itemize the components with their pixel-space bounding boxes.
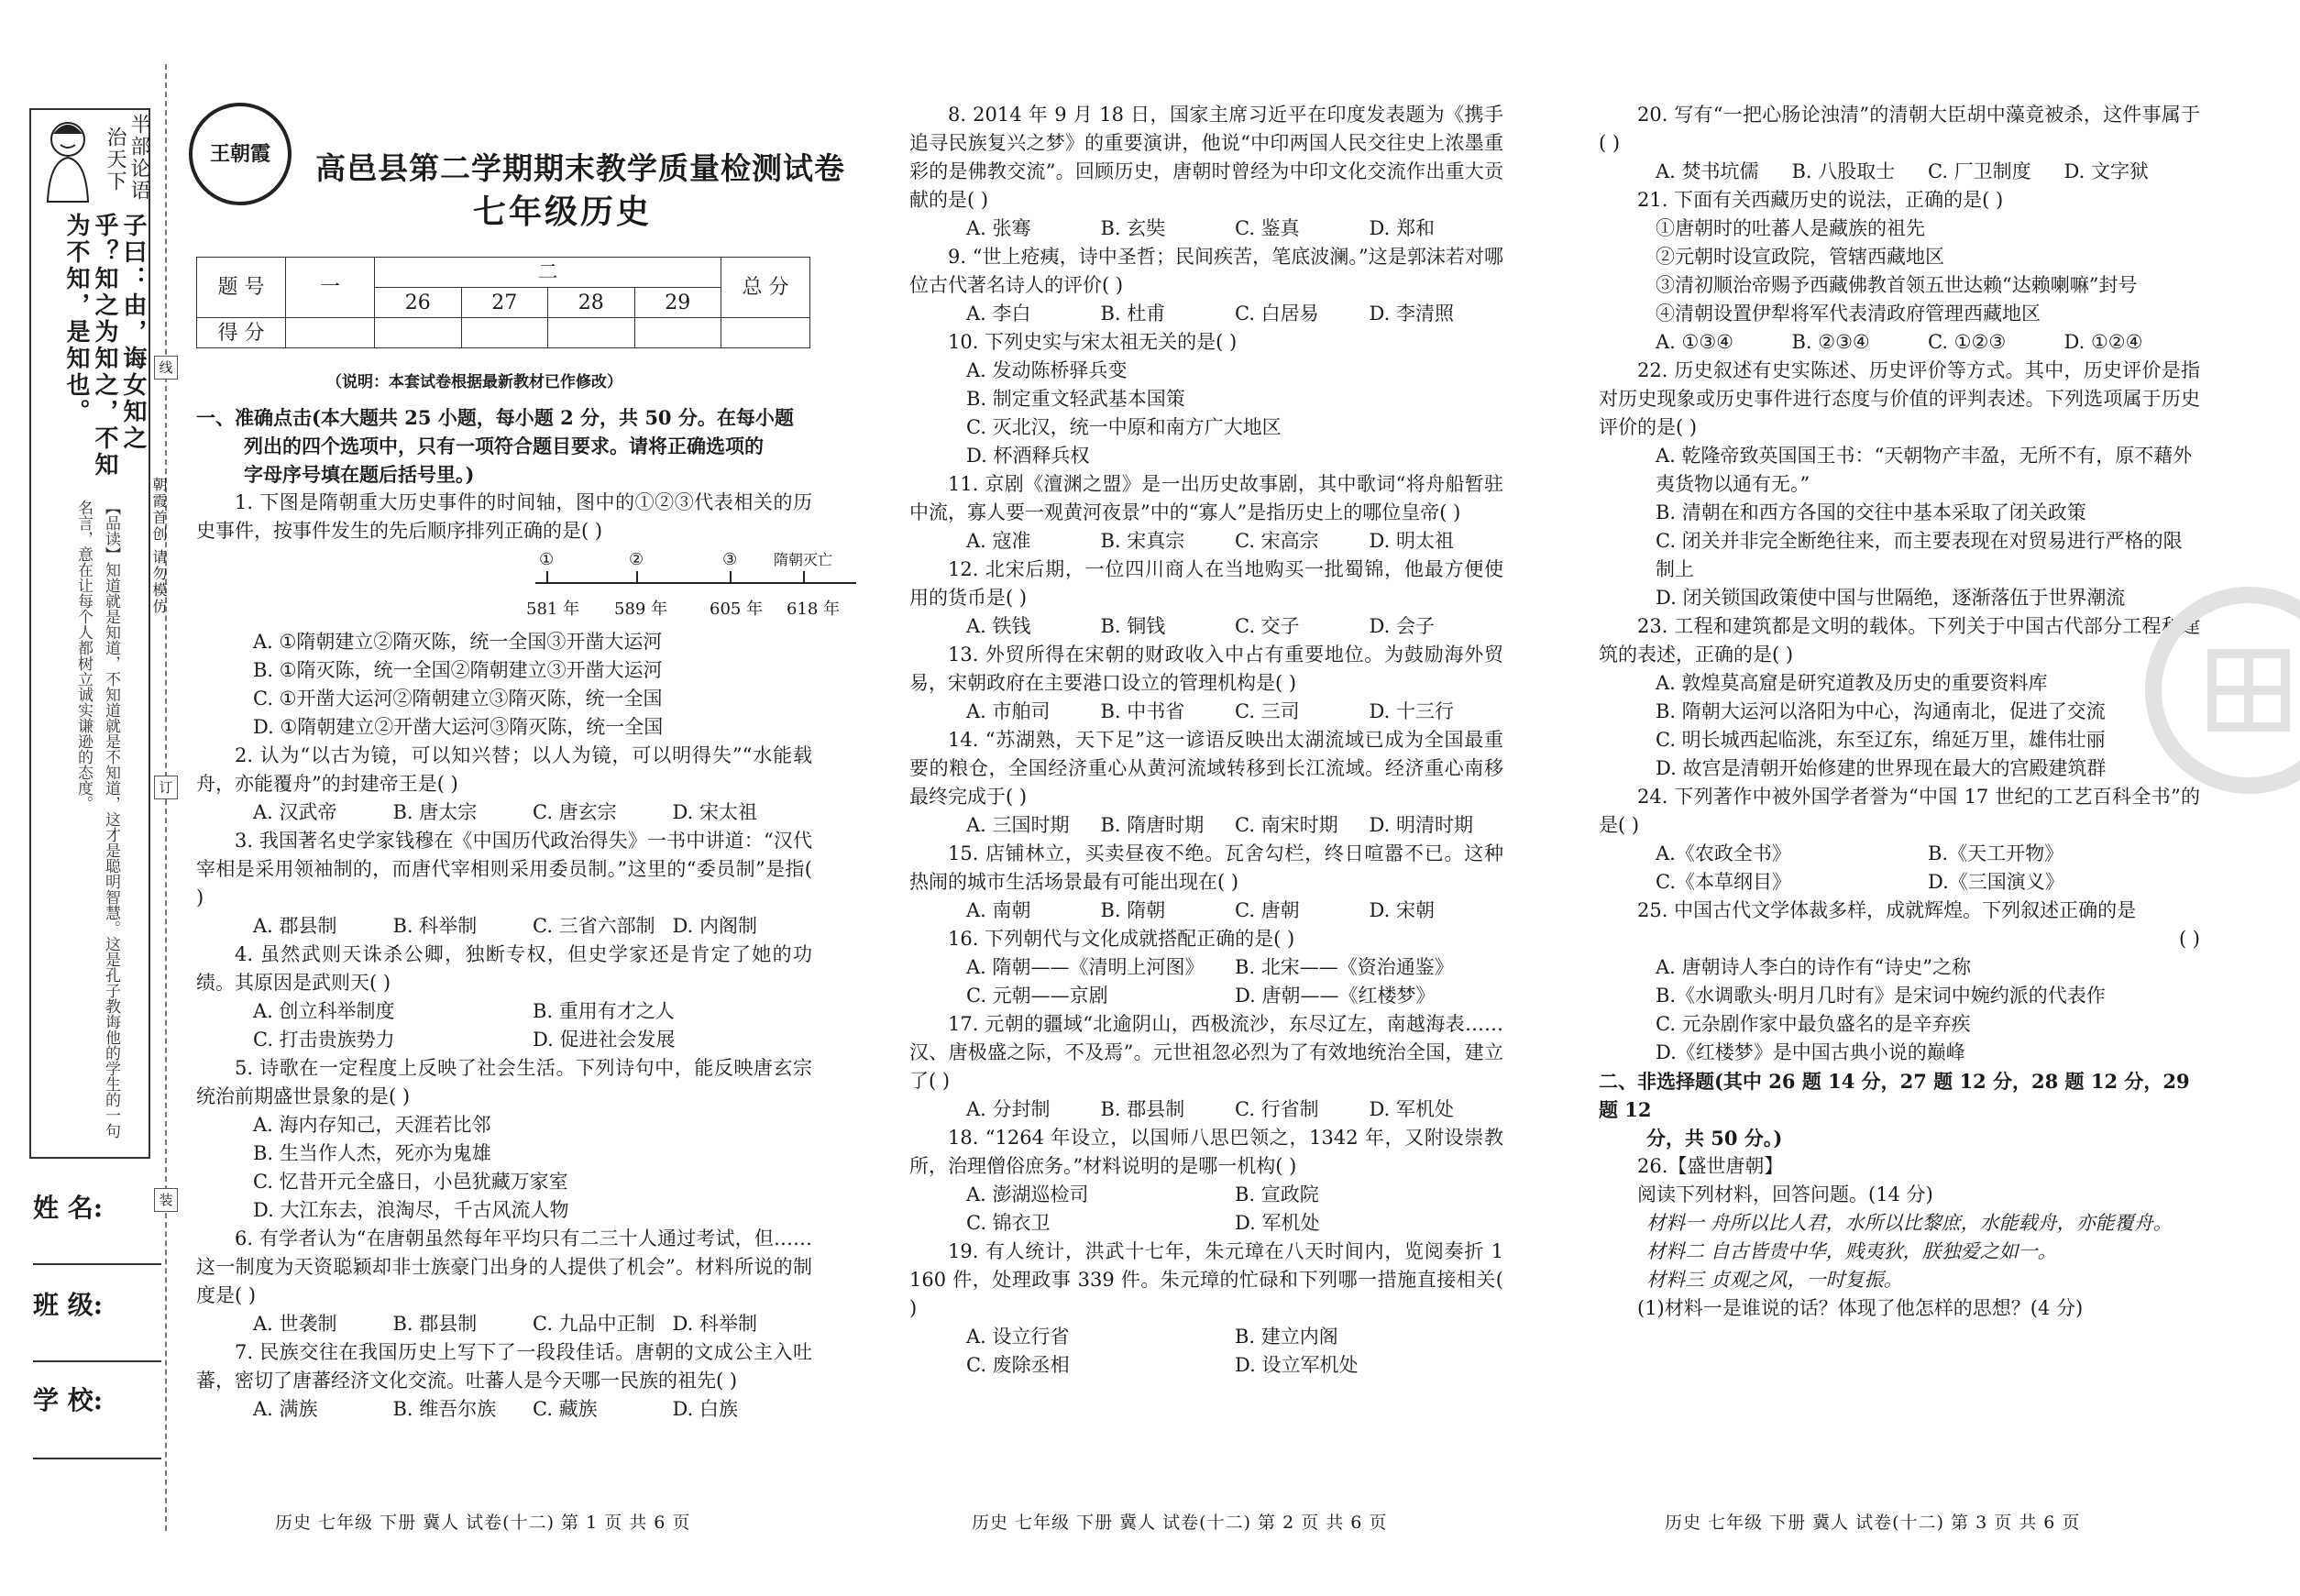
cell-q26: 26	[375, 288, 462, 318]
material-2: 材料二 自古皆贵中华，贱夷狄，朕独爱之如一。	[1646, 1240, 2057, 1262]
q10-option-d: D. 杯酒释兵权	[966, 445, 1090, 467]
q19-option-a: A. 设立行省	[966, 1326, 1070, 1348]
footer-page-2: 历史 七年级 下册 冀人 试卷(十二) 第 2 页 共 6 页	[972, 1513, 1388, 1533]
question-3: 3. 我国著名史学家钱穆在《中国历代政治得失》一书中讲道：“汉代宰相是采用领袖制的，而唐代宰相则采用委员制。”这里的“委员制”是指( )	[196, 830, 812, 908]
q3-option-a: A. 郡县制	[253, 915, 337, 937]
confucius-portrait-icon	[35, 114, 101, 204]
q15-option-d: D. 宋朝	[1369, 899, 1435, 921]
q12-option-b: B. 铜钱	[1100, 615, 1166, 637]
question-19: 19. 有人统计，洪武十七年，朱元璋在八天时间内，览阅奏折 1 160 件，处理政事 339 件。朱元璋的忙碌和下列哪一措施直接相关( )	[909, 1240, 1503, 1319]
q11-option-d: D. 明太祖	[1369, 530, 1454, 552]
q19-option-b: B. 建立内阁	[1235, 1326, 1338, 1348]
q18-option-b: B. 宣政院	[1235, 1183, 1319, 1205]
section-1-heading: 一、准确点击(本大题共 25 小题，每小题 2 分，共 50 分。在每小题	[196, 406, 794, 429]
q21-option-a: A. ①③④	[1656, 331, 1733, 353]
timeline-marker-2: ②	[629, 550, 644, 569]
q18-option-c: C. 锦衣卫	[966, 1212, 1051, 1234]
q2-option-c: C. 唐玄宗	[533, 801, 617, 823]
q6-options	[196, 1310, 812, 1338]
q2-option-d: D. 宋太祖	[672, 801, 757, 823]
question-26-title: 26.【盛世唐朝】	[1637, 1155, 1784, 1177]
q9-option-b: B. 杜甫	[1100, 303, 1166, 325]
question-6: 6. 有学者认为“在唐朝虽然每年平均只有二三十人通过考试，但……这一制度为天资聪颖却非士族豪门出身的人提供了机会”。材料所说的制度是( )	[196, 1227, 812, 1306]
q25-option-b: B.《水调歌头·明月几时有》是宋词中婉约派的代表作	[1656, 985, 2106, 1007]
question-26-intro: 阅读下列材料，回答问题。(14 分)	[1637, 1183, 1933, 1205]
q13-option-b: B. 中书省	[1100, 700, 1185, 722]
q7-options	[196, 1395, 812, 1424]
score-box-total[interactable]	[721, 318, 810, 348]
q17-option-b: B. 郡县制	[1100, 1098, 1185, 1120]
column-3	[1599, 101, 2200, 1323]
q3-option-b: B. 科举制	[392, 915, 478, 937]
school-label: 学 校:	[33, 1385, 104, 1415]
q2-options	[196, 798, 812, 827]
name-label: 姓 名:	[33, 1193, 104, 1223]
q9-option-c: C. 白居易	[1235, 303, 1319, 325]
class-field[interactable]	[33, 1360, 161, 1362]
q11-option-a: A. 寇准	[966, 530, 1031, 552]
question-4: 4. 虽然武则天诛杀公卿，独断专权，但史学家还是肯定了她的功绩。其原因是武则天( )	[196, 943, 812, 994]
q10-option-a: A. 发动陈桥驿兵变	[966, 359, 1128, 381]
question-10: 10. 下列史实与宋太祖无关的是( )	[948, 331, 1238, 353]
q3-options	[196, 912, 812, 941]
q1-option-b: B. ①隋灭陈，统一全国②隋朝建立③开凿大运河	[253, 659, 663, 681]
section-2-heading: 二、非选择题(其中 26 题 14 分，27 题 12 分，28 题 12 分，29 题 12	[1599, 1070, 2190, 1121]
q8-option-d: D. 郑和	[1369, 217, 1435, 239]
q24-options-ab	[1599, 840, 2200, 868]
q4-option-d: D. 促进社会发展	[533, 1029, 676, 1051]
cell-tihao: 题 号	[197, 258, 286, 318]
q1-option-c: C. ①开凿大运河②隋朝建立③隋灭陈，统一全国	[253, 688, 663, 710]
q19-option-c: C. 废除丞相	[966, 1354, 1070, 1376]
q19-options-ab	[909, 1323, 1503, 1351]
q13-option-a: A. 市舶司	[966, 700, 1051, 722]
timeline-marker-1: ①	[539, 550, 555, 569]
material-3: 材料三 贞观之风，一时复振。	[1646, 1269, 1903, 1291]
q19-options-cd	[909, 1351, 1503, 1380]
q21-option-d: D. ①②④	[2063, 331, 2143, 353]
q13-option-d: D. 十三行	[1369, 700, 1454, 722]
pindu-commentary: 【品读】知道就是知道，不知道就是不知道，这才是聪明智慧。这是孔子教诲他的学生的一句名言，意在让每个人都树立诚实谦逊的态度。	[74, 500, 120, 1139]
q6-option-d: D. 科举制	[672, 1313, 757, 1335]
section-1-body-1: 列出的四个选项中，只有一项符合题目要求。请将正确选项的	[244, 435, 764, 457]
q5-option-b: B. 生当作人杰，死亦为鬼雄	[253, 1142, 491, 1164]
q16-option-a: A. 隋朝——《清明上河图》	[966, 956, 1205, 978]
q20-option-c: C. 厂卫制度	[1928, 160, 2031, 182]
q14-option-a: A. 三国时期	[966, 814, 1070, 836]
question-22: 22. 历史叙述有史实陈述、历史评价等方式。其中，历史评价是指对历史现象或历史事件进行态度与价值的评判表述。下列选项属于历史评价的是( )	[1599, 359, 2200, 438]
q1-option-d: D. ①隋朝建立②开凿大运河③隋灭陈，统一全国	[253, 716, 664, 738]
timeline-axis	[535, 582, 856, 584]
q4-options-cd	[196, 1026, 812, 1054]
q9-options	[909, 300, 1503, 328]
score-box-1[interactable]	[286, 318, 375, 348]
question-26-1: (1)材料一是谁说的话？体现了他怎样的思想？(4 分)	[1637, 1297, 2084, 1319]
class-label: 班 级:	[33, 1290, 104, 1320]
q19-option-d: D. 设立军机处	[1235, 1354, 1359, 1376]
q22-option-a: A. 乾隆帝致英国国王书：“天朝物产丰盈，无所不有，原不藉外夷货物以通有无。”	[1656, 445, 2193, 495]
q12-option-a: A. 铁钱	[966, 615, 1031, 637]
question-14: 14. “苏湖熟，天下足”这一谚语反映出太湖流域已成为全国最重要的粮仓，全国经济重心从黄河流域转移到长江流域。经济重心南移最终完成于( )	[909, 729, 1503, 808]
timeline-year-1: 581 年	[526, 600, 580, 619]
timeline-marker-3: ③	[722, 550, 738, 569]
question-18: 18. “1264 年设立，以国师八思巴领之，1342 年，又附设崇教所，治理僧俗庶务。”材料说明的是哪一机构( )	[909, 1127, 1503, 1177]
q20-option-a: A. 焚书坑儒	[1656, 160, 1759, 182]
q15-option-b: B. 隋朝	[1100, 899, 1166, 921]
q21-options	[1599, 328, 2200, 357]
exam-title: 高邑县第二学期期末教学质量检测试卷	[315, 150, 845, 186]
confucius-quote: 子曰：由，诲女知之乎？知之为知之，不知为不知，是知也。	[62, 213, 147, 479]
q13-options	[909, 698, 1503, 726]
q6-option-b: B. 郡县制	[392, 1313, 478, 1335]
question-17: 17. 元朝的疆域“北逾阴山，西极流沙，东尽辽左，南越海表……汉、唐极盛之际，不及焉”。元世祖忽必烈为了有效地统治全国，建立了( )	[909, 1013, 1503, 1092]
question-5: 5. 诗歌在一定程度上反映了社会生活。下列诗句中，能反映唐玄宗统治前期盛世景象的是( )	[196, 1057, 812, 1107]
q20-option-d: D. 文字狱	[2063, 160, 2149, 182]
q17-option-a: A. 分封制	[966, 1098, 1051, 1120]
score-box-26[interactable]	[375, 318, 462, 348]
question-16: 16. 下列朝代与文化成就搭配正确的是( )	[948, 928, 1295, 950]
q5-option-d: D. 大江东去，浪淘尽，千古风流人物	[253, 1199, 569, 1221]
q12-option-d: D. 会子	[1369, 615, 1435, 637]
q8-option-a: A. 张骞	[966, 217, 1031, 239]
q5-option-a: A. 海内存知己，天涯若比邻	[253, 1114, 491, 1136]
sui-timeline	[526, 545, 875, 628]
q14-option-d: D. 明清时期	[1369, 814, 1473, 836]
cell-q27: 27	[461, 288, 548, 318]
q4-option-b: B. 重用有才之人	[533, 1000, 675, 1022]
q4-option-a: A. 创立科举制度	[253, 1000, 395, 1022]
q18-option-a: A. 澎湖巡检司	[966, 1183, 1089, 1205]
cell-section-2: 二	[375, 258, 721, 288]
q25-answer-paren: ( )	[2178, 928, 2200, 950]
q14-option-b: B. 隋唐时期	[1100, 814, 1205, 836]
q10-option-b: B. 制定重文轻武基本国策	[966, 388, 1185, 410]
q25-option-a: A. 唐朝诗人李白的诗作有“诗史”之称	[1656, 956, 1971, 978]
q12-options	[909, 612, 1503, 641]
logo-text: 王朝霞	[209, 141, 270, 166]
q7-option-a: A. 满族	[253, 1398, 318, 1420]
q12-option-c: C. 交子	[1235, 615, 1300, 637]
q21-statement-2: ②元朝时设宣政院，管辖西藏地区	[1656, 246, 1944, 268]
question-15: 15. 店铺林立，买卖昼夜不绝。瓦舍勾栏，终日喧嚣不已。这种热闹的城市生活场景最有可能出现在( )	[909, 842, 1503, 893]
cell-defen: 得 分	[197, 318, 286, 348]
q17-options	[909, 1095, 1503, 1124]
q23-option-c: C. 明长城西起临洮，东至辽东，绵延万里，雄伟壮丽	[1656, 729, 2106, 751]
question-11: 11. 京剧《澶渊之盟》是一出历史故事剧，其中歌词“将舟船暂驻中流，寡人要一观黄河夜景”中的“寡人”是指历史上的哪位皇帝( )	[909, 473, 1503, 523]
revision-note: （说明：本套试卷根据最新教材已作修改）	[326, 373, 622, 391]
q9-option-a: A. 李白	[966, 303, 1031, 325]
q22-option-d: D. 闭关锁国政策使中国与世隔绝，逐渐落伍于世界潮流	[1656, 587, 2126, 609]
q9-option-d: D. 李清照	[1369, 303, 1454, 325]
question-12: 12. 北宋后期，一位四川商人在当地购买一批蜀锦，他最方便使用的货币是( )	[909, 558, 1503, 609]
q24-option-b: B.《天工开物》	[1928, 842, 2064, 864]
q10-option-c: C. 灭北汉，统一中原和南方广大地区	[966, 416, 1282, 438]
brand-vertical-2: 治天下	[104, 127, 127, 193]
column-2	[909, 101, 1503, 1380]
q23-option-d: D. 故宫是清朝开始修建的世界现在最大的宫殿建筑群	[1656, 757, 2107, 779]
q18-option-d: D. 军机处	[1235, 1212, 1320, 1234]
q23-option-a: A. 敦煌莫高窟是研究道教及历史的重要资料库	[1656, 672, 2048, 694]
section-1-body-2: 字母序号填在题后括号里。)	[244, 463, 475, 486]
cell-section-1: 一	[286, 258, 375, 318]
question-8: 8. 2014 年 9 月 18 日，国家主席习近平在印度发表题为《携手追寻民族复兴之梦》的重要演讲，他说“中印两国人民交往史上浓墨重彩的是佛教交流”。回顾历史，唐朝时曾经为中印文化交流作出重大贡献的是( )	[909, 104, 1503, 211]
cell-q28: 28	[548, 288, 635, 318]
score-box-29[interactable]	[634, 318, 721, 348]
school-field[interactable]	[33, 1458, 161, 1459]
q17-option-c: C. 行省制	[1235, 1098, 1319, 1120]
q25-option-c: C. 元杂剧作家中最负盛名的是辛弃疾	[1656, 1013, 1971, 1035]
q5-option-c: C. 忆昔开元全盛日，小邑犹藏万家室	[253, 1171, 568, 1193]
q8-options	[909, 215, 1503, 243]
q6-option-c: C. 九品中正制	[533, 1313, 655, 1335]
q17-option-d: D. 军机处	[1369, 1098, 1454, 1120]
q7-option-d: D. 白族	[672, 1398, 738, 1420]
q16-option-b: B. 北宋——《资治通鉴》	[1235, 956, 1454, 978]
footer-page-1: 历史 七年级 下册 冀人 试卷(十二) 第 1 页 共 6 页	[275, 1513, 691, 1533]
score-box-27[interactable]	[461, 318, 548, 348]
q24-option-c: C.《本草纲目》	[1656, 871, 1791, 893]
q13-option-c: C. 三司	[1235, 700, 1300, 722]
score-table	[196, 257, 810, 348]
copyright-note: 朝霞首创 请勿模仿	[150, 477, 168, 616]
q2-option-a: A. 汉武帝	[253, 801, 337, 823]
q21-option-b: B. ②③④	[1791, 331, 1870, 353]
q21-option-c: C. ①②③	[1928, 331, 2007, 353]
q18-options-cd	[909, 1209, 1503, 1238]
q21-statement-3: ③清初顺治帝赐予西藏佛教首领五世达赖“达赖喇嘛”封号	[1656, 274, 2138, 296]
q15-options	[909, 897, 1503, 925]
q2-option-b: B. 唐太宗	[392, 801, 478, 823]
q23-option-b: B. 隋朝大运河以洛阳为中心，沟通南北，促进了交流	[1656, 700, 2106, 722]
q7-option-b: B. 维吾尔族	[392, 1398, 497, 1420]
question-2: 2. 认为“以古为镜，可以知兴替；以人为镜，可以明得失”“水能载舟，亦能覆舟”的封建帝王是( )	[196, 744, 812, 795]
q11-option-c: C. 宋高宗	[1235, 530, 1319, 552]
q16-option-d: D. 唐朝——《红楼梦》	[1235, 985, 1436, 1007]
q22-option-c: C. 闭关并非完全断绝往来，而主要表现在对贸易进行严格的限制上	[1656, 530, 2183, 580]
q11-options	[909, 527, 1503, 556]
question-25: 25. 中国古代文学体裁多样，成就辉煌。下列叙述正确的是	[1637, 899, 2137, 921]
q21-statement-1: ①唐朝时的吐蕃人是藏族的祖先	[1656, 217, 1925, 239]
q1-option-a: A. ①隋朝建立②隋灭陈，统一全国③开凿大运河	[253, 631, 663, 653]
q21-statement-4: ④清朝设置伊犁将军代表清政府管理西藏地区	[1656, 303, 2041, 325]
section-2-body: 分，共 50 分。)	[1646, 1127, 1783, 1150]
timeline-year-3: 605 年	[710, 600, 764, 619]
brand-vertical-1: 半部论语	[127, 114, 150, 202]
q25-option-d: D.《红楼梦》是中国古典小说的巅峰	[1656, 1041, 1965, 1063]
cell-total: 总 分	[721, 258, 810, 318]
q24-option-d: D.《三国演义》	[1928, 871, 2064, 893]
cell-q29: 29	[634, 288, 721, 318]
exam-subtitle: 七年级历史	[473, 193, 653, 231]
q8-option-b: B. 玄奘	[1100, 217, 1166, 239]
q24-options-cd	[1599, 868, 2200, 897]
q24-option-a: A.《农政全书》	[1656, 842, 1791, 864]
q20-options	[1599, 158, 2200, 186]
q22-option-b: B. 清朝在和西方各国的交往中基本采取了闭关政策	[1656, 501, 2086, 523]
q20-option-b: B. 八股取士	[1791, 160, 1896, 182]
material-1: 材料一 舟所以比人君，水所以比黎庶，水能载舟，亦能覆舟。	[1646, 1212, 2173, 1234]
fold-mark-ding: 订	[154, 776, 178, 799]
question-21: 21. 下面有关西藏历史的说法，正确的是( )	[1637, 189, 2004, 211]
brand-seal-icon	[189, 103, 292, 205]
score-box-28[interactable]	[548, 318, 635, 348]
q4-options-ab	[196, 997, 812, 1026]
q8-option-c: C. 鉴真	[1235, 217, 1300, 239]
fold-mark-zhuang: 装	[154, 1188, 178, 1212]
question-23: 23. 工程和建筑都是文明的载体。下列关于中国古代部分工程和建筑的表述，正确的是( )	[1599, 615, 2200, 666]
q3-option-c: C. 三省六部制	[533, 915, 655, 937]
q16-options-ab	[909, 953, 1503, 982]
column-1	[196, 403, 841, 1424]
name-field[interactable]	[33, 1263, 161, 1265]
q7-option-c: C. 藏族	[533, 1398, 598, 1420]
q16-options-cd	[909, 982, 1503, 1010]
q15-option-c: C. 唐朝	[1235, 899, 1300, 921]
fold-mark-xian: 线	[154, 356, 178, 380]
q3-option-d: D. 内阁制	[672, 915, 757, 937]
question-24: 24. 下列著作中被外国学者誉为“中国 17 世纪的工艺百科全书”的是( )	[1599, 786, 2200, 836]
q18-options-ab	[909, 1181, 1503, 1209]
timeline-year-2: 589 年	[614, 600, 668, 619]
q14-option-c: C. 南宋时期	[1235, 814, 1338, 836]
q11-option-b: B. 宋真宗	[1100, 530, 1185, 552]
q6-option-a: A. 世袭制	[253, 1313, 337, 1335]
question-7: 7. 民族交往在我国历史上写下了一段段佳话。唐朝的文成公主入吐蕃，密切了唐蕃经济文化交流。吐蕃人是今天哪一民族的祖先( )	[196, 1341, 812, 1392]
question-9: 9. “世上疮痍，诗中圣哲；民间疾苦，笔底波澜。”这是郭沫若对哪位古代著名诗人的评价( )	[909, 246, 1503, 296]
q16-option-c: C. 元朝——京剧	[966, 985, 1108, 1007]
timeline-year-4: 618 年	[787, 600, 841, 619]
footer-page-3: 历史 七年级 下册 冀人 试卷(十二) 第 3 页 共 6 页	[1665, 1513, 2081, 1533]
q15-option-a: A. 南朝	[966, 899, 1031, 921]
q4-option-c: C. 打击贵族势力	[253, 1029, 395, 1051]
question-1: 1. 下图是隋朝重大历史事件的时间轴，图中的①②③代表相关的历史事件，按事件发生的先后顺序排列正确的是( )	[196, 491, 812, 542]
question-13: 13. 外贸所得在宋朝的财政收入中占有重要地位。为鼓励海外贸易，宋朝政府在主要港口设立的管理机构是( )	[909, 644, 1503, 694]
timeline-end-label: 隋朝灭亡	[774, 551, 833, 568]
q14-options	[909, 811, 1503, 840]
question-20: 20. 写有“一把心肠论浊清”的清朝大臣胡中藻竟被杀，这件事属于( )	[1599, 104, 2200, 154]
